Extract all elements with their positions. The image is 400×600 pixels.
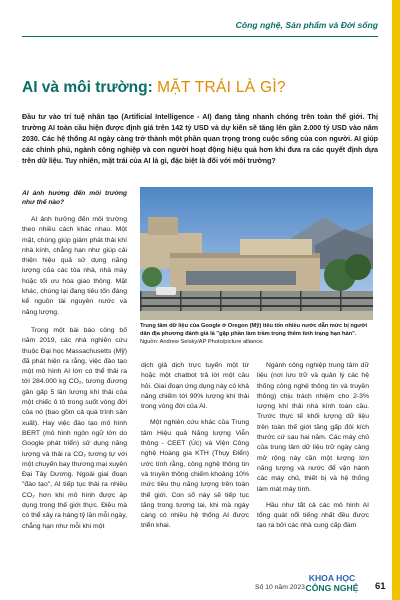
paragraph: dịch giả dịch trực tuyến một từ hoặc một chatbot trả lời một câu hỏi. Giai đoạn ứng dụng này có khả năng chiếm tới 90% lượng khí thải trong vòng đời của AI.: [141, 362, 249, 411]
data-center-illustration: [140, 187, 373, 320]
issue-label: Số 10 năm 2023: [255, 584, 305, 591]
paragraph: Ngành công nghiệp trung tâm dữ liệu (nơi lưu trữ và quản lý các hệ thống công nghệ thông tin và truyền thông) chịu trách nhiệm cho 2-3% lượng khí thải nhà kính toàn cầu. Trước thực tế khối lượng dữ liệu trên toàn thế giới tăng gấp đôi kích thước cứ sau hai năm. Các máy chủ của trung tâm dữ liệu trữ ngày càng mở rộng này cần một lượng lớn năng lượng và nước để vận hành các máy chủ, thiết bị và hệ thống làm mát máy tính.: [257, 362, 369, 493]
logo-line-2: CÔNG NGHỆ: [305, 582, 359, 593]
paragraph: Hầu như tất cả các mô hình AI tổng quát nổi tiếng nhất đều được tạo ra bởi các nhà cung cấp đám: [257, 501, 369, 530]
paragraph: Trong một bài báo công bố năm 2019, các nhà nghiên cứu thuộc Đại học Massachusetts (Mỹ) đã phát hiện ra rằng, việc đào tạo một mô hình AI lớn có thể thải ra tới 284.000 kg CO₂, tương đương gần gấp 5 lần lượng khí thải của một chiếc ô tô trong suốt vòng đời của nó (bao gồm cả quá trình sản xuất). Hay việc đào tạo mô hình BERT (mô hình ngôn ngữ lớn do Google phát triển) sử dụng năng lượng và thải ra CO₂ tương tự với một chuyến bay thương mại xuyên Đại Tây Dương. Ngoài giai đoạn "đào tạo", AI tiếp tục thải ra nhiều CO₂ hơn khi mô hình được áp dụng trong thế giới thực. Điều mà có thể xảy ra hàng tỷ lần mỗi ngày, chẳng hạn như mỗi khi một: [22, 326, 127, 530]
page-edge-bar: [392, 0, 400, 600]
photo-caption: [140, 322, 373, 346]
column-3: [257, 361, 369, 532]
caption-credit: Nguồn: Andrew Selsky/AP Photo/picture alliance.: [140, 339, 264, 346]
page-number: 61: [375, 581, 386, 592]
section-title: Công nghệ, Sản phẩm và Đời sống: [235, 20, 378, 30]
magazine-logo: [296, 574, 368, 596]
paragraph: Một nghiên cứu khác của Trung tâm Hiệu quả Năng lượng Viễn thông - CEET (Úc) và Viện Công nghệ Hoàng gia KTH (Thụy Điển) ước tính rằng, công nghệ thông tin và truyền thông chiếm khoảng 10% mức tiêu thụ năng lượng trên toàn thế giới. Con số này sẽ tiếp tục tăng trong tương lai, khi mà ngày càng có nhiều hệ thống AI được triển khai.: [141, 419, 249, 530]
header-rule: [22, 36, 378, 37]
column-1: [22, 189, 127, 532]
title-part-1: AI và môi trường:: [22, 79, 153, 96]
subheading: AI ảnh hưởng đến môi trường như thế nào?: [22, 190, 127, 206]
caption-text: Trung tâm dữ liệu của Google ở Oregon (Mỹ) tiêu tốn nhiều nước dẫn mức bị người dân địa phương đánh giá là "gặp phần làm trầm trọng thêm tình trạng hạn hán".: [140, 323, 368, 338]
lead-paragraph: Đầu tư vào trí tuệ nhân tạo (Artificial Intelligence - AI) đang tăng nhanh chóng trên toàn thế giới. Thị trường AI toàn cầu hiện được định giá trên 142 tỷ USD và dự kiến sẽ tăng lên gần 2.000 tỷ USD vào năm 2030. Các hệ thống AI ngày càng trở thành một phần quan trọng trong cuộc sống của con người. AI giúp các chính phủ, ngành công nghiệp và con người hoạt động hiệu quả hơn khi đưa ra các quyết định dựa trên dữ liệu. Tuy nhiên, mặt trái của AI là gì, đặc biệt là đối với môi trường?: [22, 113, 378, 165]
article-title: [22, 79, 372, 103]
title-part-2: MẶT TRÁI LÀ GÌ?: [157, 79, 286, 96]
column-2: [141, 361, 249, 532]
logo-line-1: KHOA HỌC: [308, 573, 356, 583]
data-center-photo: [140, 187, 373, 320]
paragraph: AI ảnh hưởng đến môi trường theo nhiều cách khác nhau. Một mặt, chúng giúp giảm phát thải khí nhà kính, chẳng hạn như giúp cải thiện hiệu quả sử dụng năng lượng của các tòa nhà, nhà máy hoặc tối ưu hóa giao thông. Mặt khác, chúng lại đang tiêu tốn đáng kể nguồn tài nguyên nước và năng lượng.: [22, 216, 127, 316]
section-header: [22, 20, 378, 34]
